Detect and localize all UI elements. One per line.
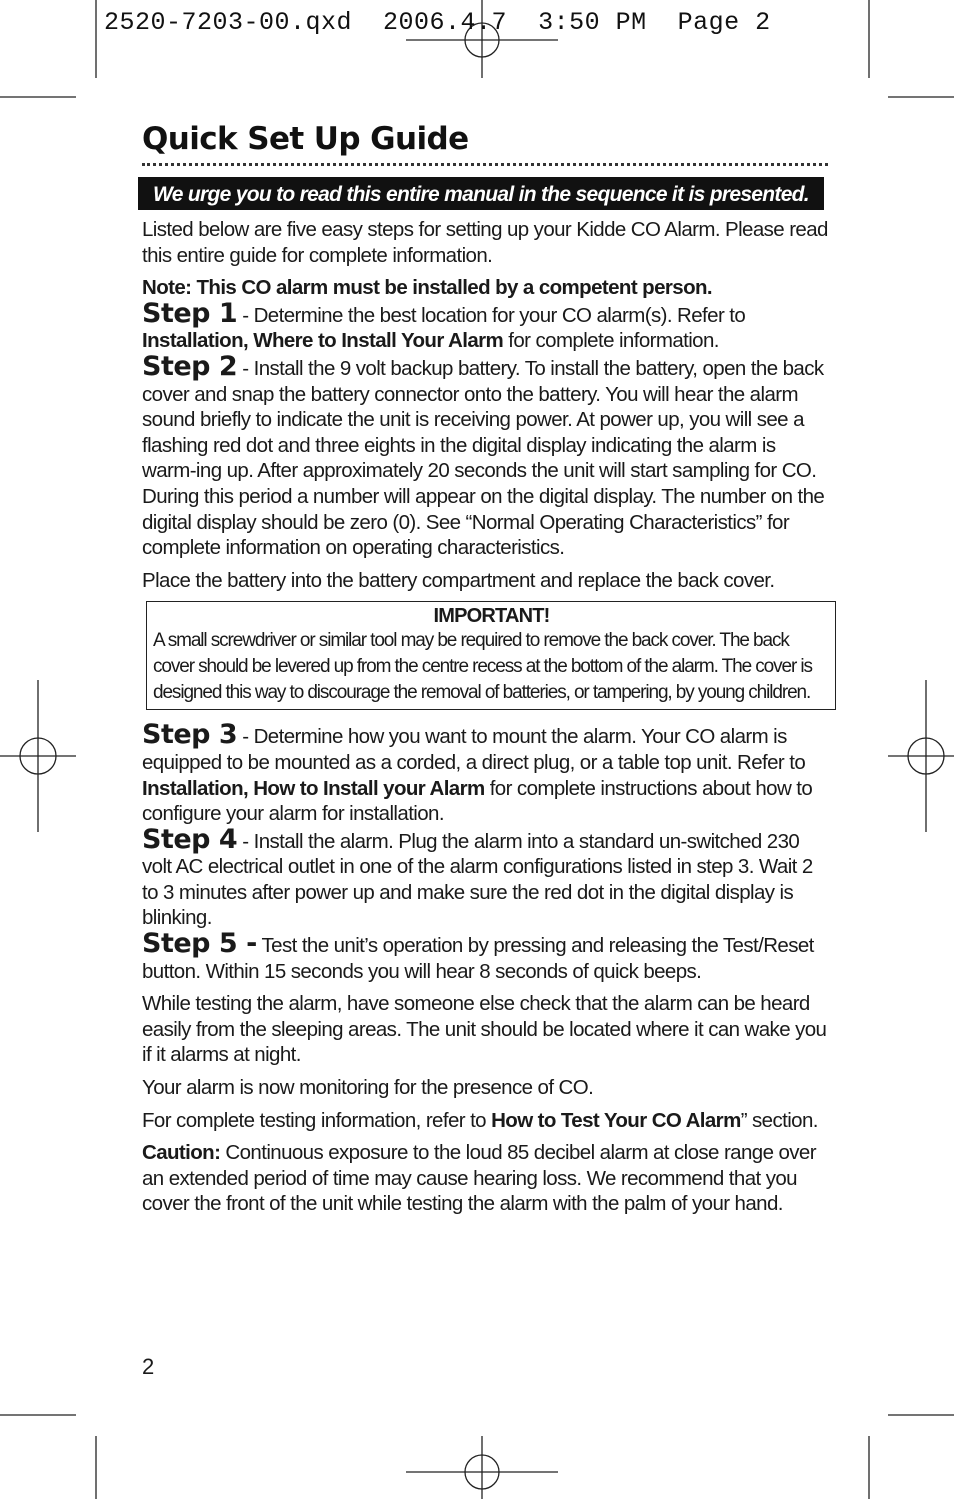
step-4-text: - Install the alarm. Plug the alarm into a standard un-switched 230 volt AC electrical outlet in one of the alarm configurations listed in step 3. Wait 2 to 3 minutes after power up and make sure the red dot in the digital display is blinking. [142, 829, 813, 930]
guide-content [142, 120, 828, 1217]
step-5-text: Test the unit’s operation by pressing and releasing the Test/Reset button. Within 15 seconds you will hear 8 seconds of quick beeps. [142, 934, 814, 983]
caution-text: Continuous exposure to the loud 85 decibel alarm at close range over an extended period of time may cause hearing loss. We recommend that you cover the front of the unit while testing the alarm with the palm of your hand. [142, 1141, 816, 1216]
step-1 [142, 297, 828, 354]
step-5-heading: Step 5 - [142, 928, 257, 960]
page-number: 2 [142, 1354, 155, 1379]
dotted-divider [142, 163, 828, 166]
read-manual-banner: We urge you to read this entire manual in the sequence it is presented. [138, 177, 824, 210]
important-text: A small screwdriver or similar tool may be required to remove the back cover. The back cover should be levered up from the centre recess at the bottom of the alarm. The cover is designed this way to discourage the removal of batteries, or tampering, by young children. [153, 630, 812, 704]
step-2 [142, 350, 828, 561]
step-3-text-end: for complete instructions about how to configure your alarm for installation. [142, 776, 813, 826]
complete-testing-text: For complete testing information, refer to [142, 1108, 492, 1132]
step-3-reference: Installation, How to Install your Alarm [142, 776, 485, 800]
complete-testing-reference: How to Test Your CO Alarm [491, 1108, 741, 1132]
page-title: Quick Set Up Guide [142, 121, 469, 157]
step-4-heading: Step 4 [142, 823, 238, 855]
step-3-heading: Step 3 [142, 719, 238, 751]
important-box [146, 601, 836, 710]
complete-testing-text-end: ” section. [740, 1108, 818, 1132]
step-4 [142, 823, 828, 931]
file-slug: 2520-7203-00.qxd 2006.4.7 3:50 PM Page 2 [104, 8, 771, 37]
step-2-text: - Install the 9 volt backup battery. To install the battery, open the back cover and snap the battery connector onto the battery. You will hear the alarm sound briefly to indicate the unit is receiving power. At power up, you will see a flashing red dot and three eights in the digital display indicating the alarm is warm-ing up. After approximately 20 seconds the unit will start sampling for CO. During this period a number will appear on the digital display. The number on the digital display should be zero (0). See “Normal Operating Characteristics” for complete information on operating characteristics. [142, 356, 825, 560]
step-1-text: - Determine the best location for your CO alarm(s). Refer to [237, 303, 746, 327]
installer-note: Note: This CO alarm must be installed by a competent person. [142, 276, 713, 300]
battery-note: Place the battery into the battery compartment and replace the back cover. [142, 568, 775, 592]
caution-paragraph [142, 1140, 828, 1217]
step-1-text-end: for complete information. [503, 329, 719, 353]
important-heading: IMPORTANT! [433, 605, 550, 628]
step-5 [142, 928, 828, 984]
step-1-reference: Installation, Where to Install Your Alarm [142, 329, 504, 353]
step-3-text: - Determine how you want to mount the alarm. Your CO alarm is equipped to be mounted as a corded, a direct plug, or a table top unit. Refer to [142, 725, 806, 774]
testing-paragraph: While testing the alarm, have someone else check that the alarm can be heard easily from the sleeping areas. The unit should be located where it can wake you if it alarms at night. [142, 992, 827, 1067]
monitoring-paragraph: Your alarm is now monitoring for the presence of CO. [142, 1076, 594, 1100]
complete-testing-paragraph [142, 1108, 828, 1134]
caution-label: Caution: [142, 1141, 221, 1165]
step-2-heading: Step 2 [142, 350, 238, 382]
step-1-heading: Step 1 [142, 297, 238, 329]
intro-paragraph: Listed below are five easy steps for setting up your Kidde CO Alarm. Please read this entire guide for complete information. [142, 218, 828, 267]
step-3 [142, 719, 828, 826]
